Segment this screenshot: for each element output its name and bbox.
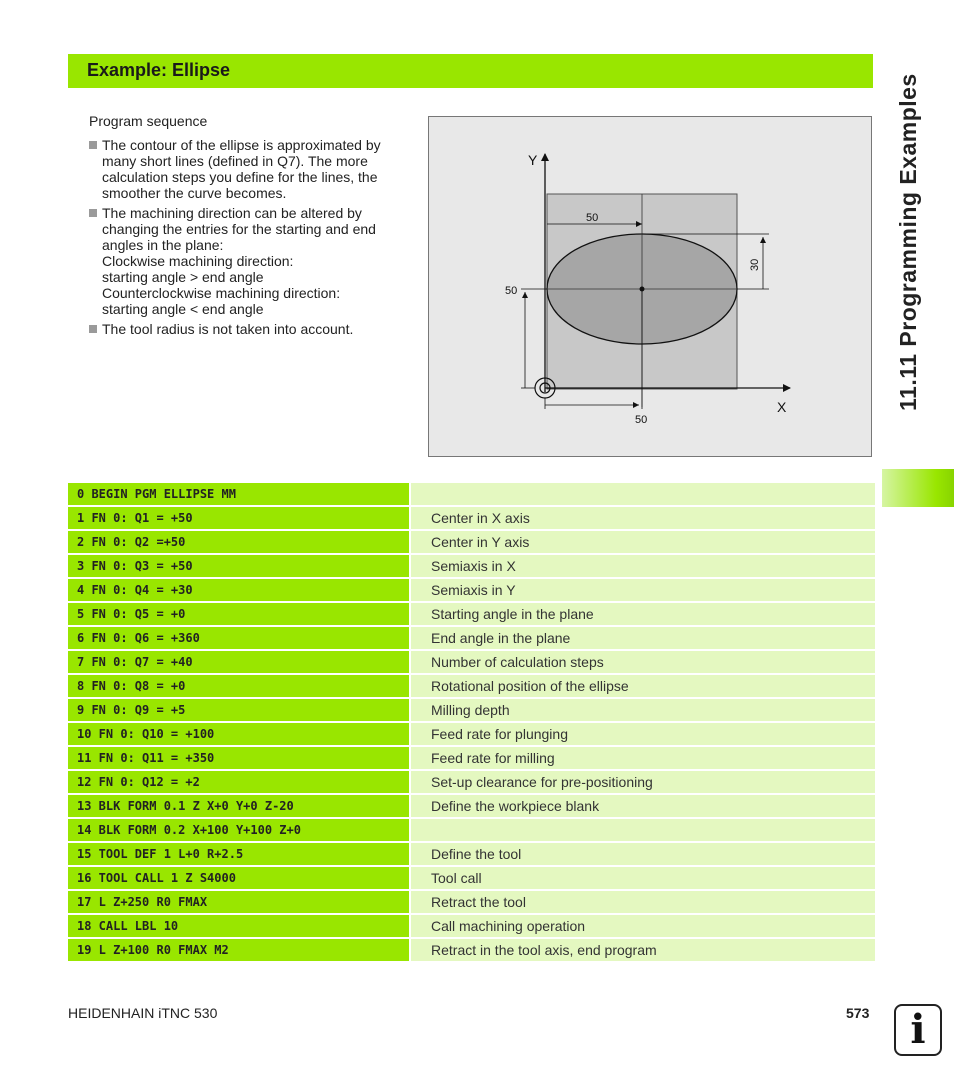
info-icon-glyph: i	[910, 1006, 926, 1053]
nc-program-table	[68, 483, 875, 963]
program-description: Number of calculation steps	[411, 651, 875, 673]
top-dim-label: 50	[586, 212, 599, 224]
program-description: Define the tool	[411, 843, 875, 865]
bullet-line: many short lines (defined in Q7). The more	[102, 153, 368, 169]
program-description	[411, 483, 875, 505]
program-code: 9 FN 0: Q9 = +5	[68, 699, 409, 721]
x-axis-label: X	[777, 399, 787, 415]
program-description: Set-up clearance for pre-positioning	[411, 771, 875, 793]
program-row	[68, 651, 875, 675]
intro-bullet	[89, 137, 409, 201]
program-row	[68, 939, 875, 963]
bullet-line: The machining direction can be altered by	[102, 205, 362, 221]
program-description: Center in X axis	[411, 507, 875, 529]
program-row	[68, 507, 875, 531]
program-code: 0 BEGIN PGM ELLIPSE MM	[68, 483, 409, 505]
ellipse-diagram	[428, 116, 872, 457]
program-row	[68, 891, 875, 915]
program-description: Starting angle in the plane	[411, 603, 875, 625]
program-row	[68, 819, 875, 843]
y-axis-label: Y	[528, 152, 538, 168]
program-description	[411, 819, 875, 841]
program-row	[68, 627, 875, 651]
program-row	[68, 675, 875, 699]
program-code: 19 L Z+100 R0 FMAX M2	[68, 939, 409, 961]
info-icon	[894, 1004, 942, 1056]
program-row	[68, 867, 875, 891]
program-code: 2 FN 0: Q2 =+50	[68, 531, 409, 553]
program-code: 8 FN 0: Q8 = +0	[68, 675, 409, 697]
program-row	[68, 747, 875, 771]
program-code: 18 CALL LBL 10	[68, 915, 409, 937]
program-row	[68, 555, 875, 579]
right-dim-label: 30	[749, 258, 761, 271]
program-row	[68, 603, 875, 627]
program-description: Feed rate for milling	[411, 747, 875, 769]
bullet-line: calculation steps you define for the lines, the	[102, 169, 378, 185]
program-code: 17 L Z+250 R0 FMAX	[68, 891, 409, 913]
program-description: Retract the tool	[411, 891, 875, 913]
program-row	[68, 579, 875, 603]
section-title-bar	[68, 54, 873, 88]
program-description: Feed rate for plunging	[411, 723, 875, 745]
intro-text	[89, 113, 409, 341]
program-code: 11 FN 0: Q11 = +350	[68, 747, 409, 769]
program-description: Call machining operation	[411, 915, 875, 937]
program-code: 12 FN 0: Q12 = +2	[68, 771, 409, 793]
bullet-line: Clockwise machining direction:	[102, 253, 294, 269]
program-row	[68, 771, 875, 795]
program-row	[68, 723, 875, 747]
ellipse-diagram-svg	[429, 117, 873, 458]
program-description: Semiaxis in Y	[411, 579, 875, 601]
intro-bullet	[89, 205, 409, 317]
page-number: 573	[846, 1005, 870, 1021]
chapter-tab-marker	[882, 469, 954, 507]
program-code: 7 FN 0: Q7 = +40	[68, 651, 409, 673]
intro-bullet	[89, 321, 409, 337]
chapter-side-title: 11.11 Programming Examples	[895, 73, 921, 411]
program-description: Milling depth	[411, 699, 875, 721]
intro-heading: Program sequence	[89, 113, 208, 129]
bullet-line: smoother the curve becomes.	[102, 185, 287, 201]
program-description: Semiaxis in X	[411, 555, 875, 577]
program-row	[68, 699, 875, 723]
bottom-dim-label: 50	[635, 414, 648, 426]
program-code: 10 FN 0: Q10 = +100	[68, 723, 409, 745]
program-code: 13 BLK FORM 0.1 Z X+0 Y+0 Z-20	[68, 795, 409, 817]
program-description: Center in Y axis	[411, 531, 875, 553]
program-row	[68, 843, 875, 867]
program-row	[68, 795, 875, 819]
bullet-line: The tool radius is not taken into account.	[102, 321, 354, 337]
program-code: 4 FN 0: Q4 = +30	[68, 579, 409, 601]
program-code: 14 BLK FORM 0.2 X+100 Y+100 Z+0	[68, 819, 409, 841]
bullet-line: starting angle < end angle	[102, 301, 264, 317]
program-code: 3 FN 0: Q3 = +50	[68, 555, 409, 577]
program-code: 16 TOOL CALL 1 Z S4000	[68, 867, 409, 889]
program-description: Tool call	[411, 867, 875, 889]
bullet-line: changing the entries for the starting and end	[102, 221, 376, 237]
left-dim-label: 50	[505, 285, 518, 297]
program-code: 15 TOOL DEF 1 L+0 R+2.5	[68, 843, 409, 865]
program-row	[68, 531, 875, 555]
program-row	[68, 915, 875, 939]
program-code: 6 FN 0: Q6 = +360	[68, 627, 409, 649]
program-description: Retract in the tool axis, end program	[411, 939, 875, 961]
bullet-line: starting angle > end angle	[102, 269, 264, 285]
bullet-line: angles in the plane:	[102, 237, 224, 253]
program-row	[68, 483, 875, 507]
program-description: End angle in the plane	[411, 627, 875, 649]
bullet-line: Counterclockwise machining direction:	[102, 285, 341, 301]
footer-product-name: HEIDENHAIN iTNC 530	[68, 1005, 218, 1021]
program-description: Define the workpiece blank	[411, 795, 875, 817]
section-title: Example: Ellipse	[87, 60, 231, 80]
program-code: 1 FN 0: Q1 = +50	[68, 507, 409, 529]
bullet-line: The contour of the ellipse is approximated by	[102, 137, 381, 153]
program-code: 5 FN 0: Q5 = +0	[68, 603, 409, 625]
program-description: Rotational position of the ellipse	[411, 675, 875, 697]
